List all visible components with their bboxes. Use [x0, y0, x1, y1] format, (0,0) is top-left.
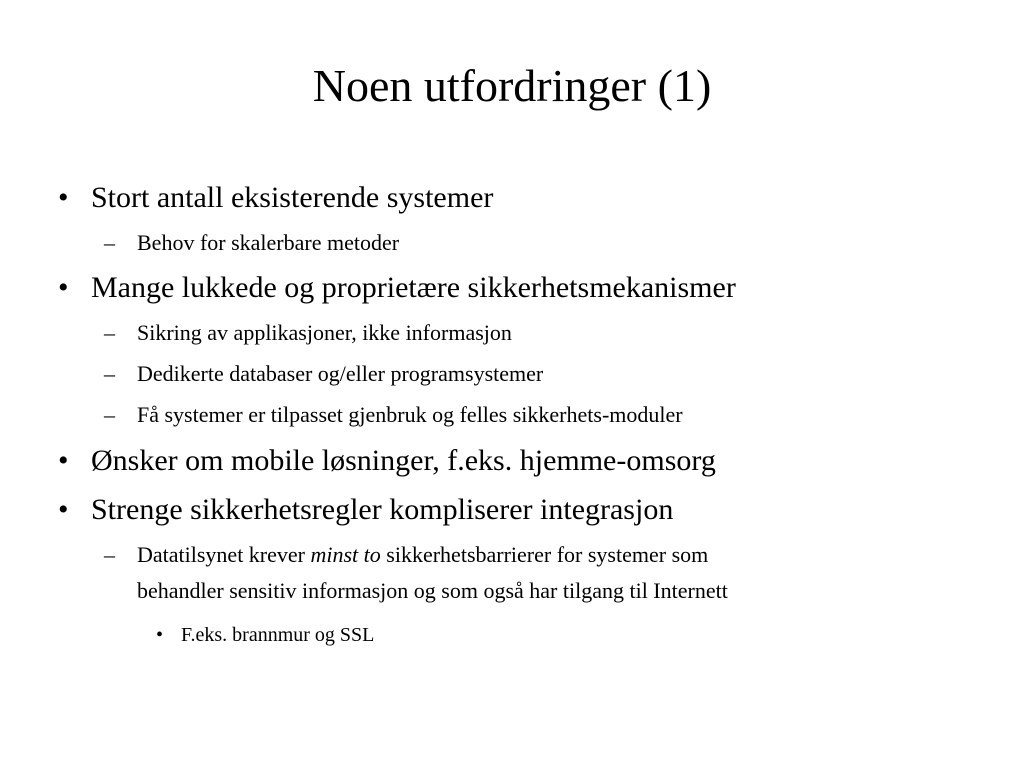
bullet-marker: • — [58, 444, 69, 477]
bullet-text: Strenge sikkerhetsregler kompliserer integrasjon — [91, 493, 674, 526]
bullet-text: Sikring av applikasjoner, ikke informasjon — [137, 320, 512, 345]
dash-marker: – — [104, 230, 115, 255]
bullet-item-level3 — [0, 622, 1024, 648]
bullet-text-emphasis: minst to — [310, 542, 381, 567]
slide-title: Noen utfordringer (1) — [312, 60, 712, 111]
dash-marker: – — [104, 402, 115, 427]
bullet-text — [137, 541, 708, 569]
bullet-item-level2 — [0, 401, 1024, 429]
bullet-marker-small: • — [156, 624, 164, 646]
dash-marker: – — [104, 542, 115, 567]
bullet-item-continuation — [0, 577, 1024, 605]
bullet-item-level1 — [0, 492, 1024, 528]
bullet-text: F.eks. brannmur og SSL — [181, 624, 375, 646]
bullet-item-level2 — [0, 360, 1024, 388]
bullet-text: Ønsker om mobile løsninger, f.eks. hjemme-omsorg — [91, 444, 716, 477]
bullet-item-level2 — [0, 229, 1024, 257]
bullet-text: behandler sensitiv informasjon og som også har tilgang til Internett — [137, 578, 728, 603]
dash-marker: – — [104, 320, 115, 345]
bullet-item-level1 — [0, 180, 1024, 216]
bullet-marker: • — [58, 181, 69, 214]
bullet-item-level2 — [0, 541, 1024, 569]
bullet-text: Behov for skalerbare metoder — [137, 230, 400, 255]
bullet-text: Stort antall eksisterende systemer — [91, 181, 494, 214]
bullet-text: Få systemer er tilpasset gjenbruk og felles sikkerhets-moduler — [137, 402, 683, 427]
bullet-item-level2 — [0, 319, 1024, 347]
bullet-text-part: sikkerhetsbarrierer for systemer som — [380, 542, 709, 567]
bullet-item-level1 — [0, 270, 1024, 306]
bullet-marker: • — [58, 493, 69, 526]
bullet-marker: • — [58, 271, 69, 304]
bullet-text-part: Datatilsynet krever — [137, 542, 311, 567]
dash-marker: – — [104, 361, 115, 386]
bullet-text: Mange lukkede og proprietære sikkerhetsmekanismer — [91, 271, 736, 304]
bullet-item-level1 — [0, 443, 1024, 479]
bullet-text: Dedikerte databaser og/eller programsystemer — [137, 361, 544, 386]
